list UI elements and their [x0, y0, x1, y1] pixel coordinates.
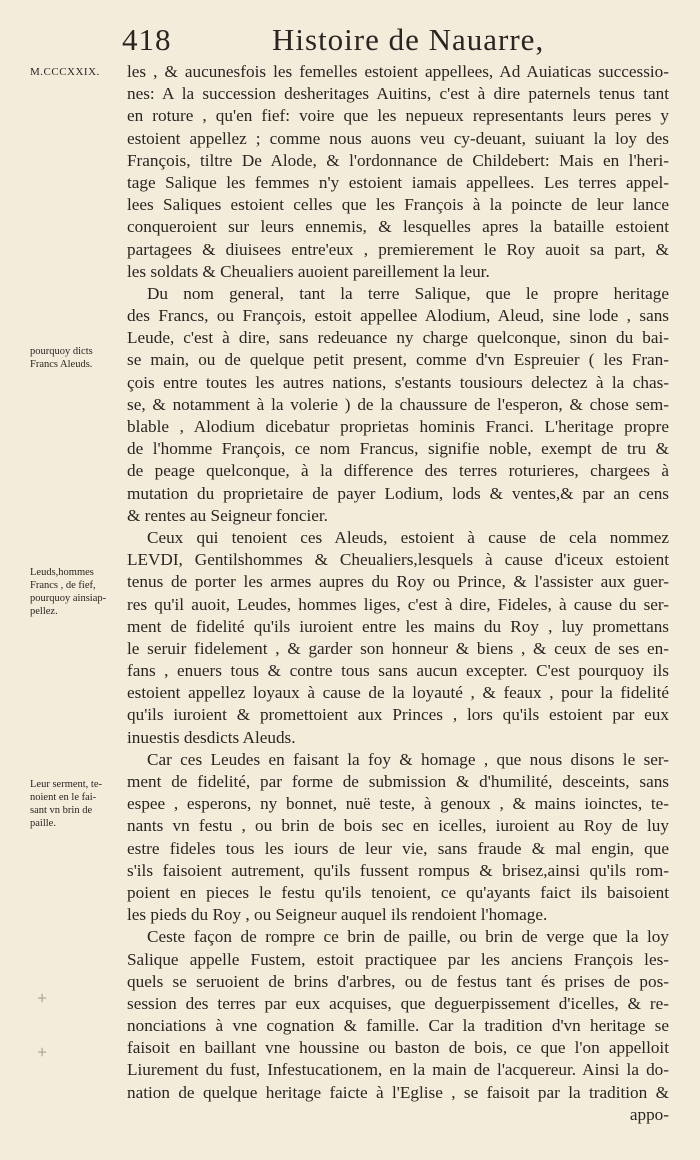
text-line: de peage quelconque, à la difference des terres roturieres, chargees à [127, 461, 669, 481]
page-number: 418 [122, 22, 172, 57]
margin-note-pourquoy-dicts [30, 345, 124, 371]
margin-note-leur-serment [30, 778, 124, 830]
text-line: Liurement du fust, Infestucationem, en la main de l'acquereur. Ainsi la do- [127, 1060, 669, 1080]
paragraph [127, 749, 669, 927]
text-line: estoient appellez loyaux à cause de la loyauté , & feaux , pour la fidelité [127, 683, 669, 703]
text-line: nants vn festu , ou brin de bois sec en icelles, iuroient au Roy de luy [127, 816, 669, 836]
margin-note-leuds [30, 566, 124, 618]
text-line: en roture , qu'en fief: voire que les nepueux representants leurs peres y [127, 106, 669, 126]
text-line: les soldats & Cheualiers auoient pareillement la leur. [127, 261, 490, 281]
margin-note-line: pourquoy ainsiap- [30, 593, 107, 604]
main-text [127, 61, 669, 1126]
text-line: res qu'il auoit, Leudes, hommes liges, c'est à dire, Fideles, à cause du ser- [127, 594, 669, 614]
paragraph [127, 283, 669, 527]
text-line: le seruir fidelement , & garder son honneur & biens , & ceux de ses en- [127, 638, 669, 658]
margin-note-line: Leur serment, te- [30, 779, 103, 790]
text-line: poient en pieces le festu qu'ils tenoient, ce qu'ayants faict ils baisoient [127, 882, 669, 902]
text-line: conqueroient sur leurs ennemis, & lesquelles apres la bataille estoient [127, 217, 669, 237]
text-line: nonciations à vne cognation & famille. Car la tradition d'vn heritage se [127, 1016, 669, 1036]
text-line: des Francs, ou François, estoit appellee Alodium, Aleud, sine lode , sans [127, 306, 669, 326]
text-line: de l'homme François, ce nom Francus, signifie noble, exempt de tru & [127, 439, 669, 459]
margin-note-line: sant vn brin de [30, 805, 93, 816]
text-line: Du nom general, tant la terre Salique, que le propre heritage [147, 283, 669, 303]
text-line: Salique appelle Fustem, estoit practiquee par les anciens François les- [127, 949, 669, 969]
text-line: ment de fidelité qu'ils iuroient entre les mains du Roy , luy promettans [127, 616, 669, 636]
text-line: estre fideles tous les iours de leur vie, sans fraude & mal engin, que [127, 838, 669, 858]
text-line: partagees & diuisees entre'eux , premierement le Roy auoit sa part, & [127, 239, 669, 259]
text-line: LEVDI, Gentilshommes & Cheualiers,lesquels à cause d'iceux estoient [127, 550, 669, 570]
text-line: les pieds du Roy , ou Seigneur auquel ils rendoient l'homage. [127, 905, 548, 925]
text-line: Ceste façon de rompre ce brin de paille, ou brin de verge que la loy [147, 927, 669, 947]
margin-note-line: pourquoy dicts [30, 346, 93, 357]
margin-note-line: paille. [30, 818, 56, 829]
margin-note-line: Leuds,hommes [30, 567, 94, 578]
text-line: s'ils faisoient autrement, qu'ils fussent rompus & brisez,ainsi qu'ils rom- [127, 860, 669, 880]
text-line: inuestis desdicts Aleuds. [127, 727, 296, 747]
margin-note-line: noient en le fai- [30, 792, 97, 803]
text-line: tenus de porter les armes aupres du Roy ou Prince, & l'assister aux guer- [127, 572, 669, 592]
text-line: se main, ou de quelque petit present, comme d'vn Espreuier ( les Fran- [127, 350, 669, 370]
text-line: les , & aucunesfois les femelles estoient appellees, Ad Auiaticas successio- [127, 62, 669, 81]
paragraph [127, 926, 669, 1126]
text-line: nes: A la succession desheritages Auitins, c'est à dire paternels tenus tant [127, 84, 669, 104]
text-line: qu'ils iuroient & promettoient aux Princes , lors qu'ils estoient par eux [127, 705, 669, 725]
text-line: session des terres par eux acquises, que deguerpissement d'icelles, & re- [127, 993, 669, 1013]
text-line: tage Salique les femmes n'y estoient iamais appellees. Les terres appel- [127, 172, 669, 192]
text-line: nation de quelque heritage faicte à l'Eglise , se faisoit par la tradition & [127, 1082, 669, 1102]
year-marginal-mark: M.CCCXXIX. [30, 66, 100, 78]
text-line: lees Saliques estoient celles que les François à la poincte de leur lance [127, 195, 669, 215]
text-line: ment de fidelité, par forme de submission & d'humilité, desceints, sans [127, 772, 669, 791]
text-line: blable , Alodium dicebatur proprietas hominis Franci. L'heritage propre [127, 417, 669, 436]
margin-note-line: Francs Aleuds. [30, 359, 93, 370]
paragraph [127, 527, 669, 749]
text-line: mutation du proprietaire de payer Lodium, lods & ventes,& par an cens [127, 483, 669, 503]
margin-note-line: pellez. [30, 606, 58, 617]
text-line: Car ces Leudes en faisant la foy & homage , que nous disons le ser- [147, 749, 669, 769]
paragraph [127, 61, 669, 283]
text-line: Ceux qui tenoient ces Aleuds, estoient à cause de cela nommez [147, 527, 669, 547]
margin-note-line: Francs , de fief, [30, 580, 96, 591]
text-line: estoient appellez ; comme nous auons veu cy-deuant, suiuant la loy des [127, 128, 669, 148]
text-line: & rentes au Seigneur foncier. [127, 505, 328, 525]
text-line: appo- [629, 1104, 669, 1124]
text-line: faisoit en baillant vne houssine ou baston de bois, ce que l'on appelloit [127, 1038, 669, 1058]
text-line: quels se seruoient de brins d'arbres, ou de festus tant és prises de pos- [127, 971, 669, 991]
text-line: se, & notamment à la volerie ) de la chaussure de l'esperon, & chose sem- [127, 394, 669, 414]
text-line: fans , enuers tous & contre tous sans aucun excepter. C'est pourquoy ils [127, 661, 669, 681]
cross-mark: + [37, 988, 48, 1008]
page-header [0, 18, 700, 66]
text-line: Leude, c'est à dire, sans redeuance ny charge quelconque, sinon du bai- [127, 328, 669, 348]
running-title: Histoire de Nauarre, [272, 22, 545, 57]
text-line: François, tiltre De Alode, & l'ordonnance de Childebert: Mais en l'heri- [127, 150, 669, 170]
text-line: espee , esperons, ny bonnet, nuë teste, à genoux , & mains ioinctes, te- [127, 794, 669, 814]
cross-mark: + [37, 1042, 48, 1062]
text-line: çois entre toutes les autres nations, s'estants tousiours delectez à la chas- [127, 372, 669, 392]
